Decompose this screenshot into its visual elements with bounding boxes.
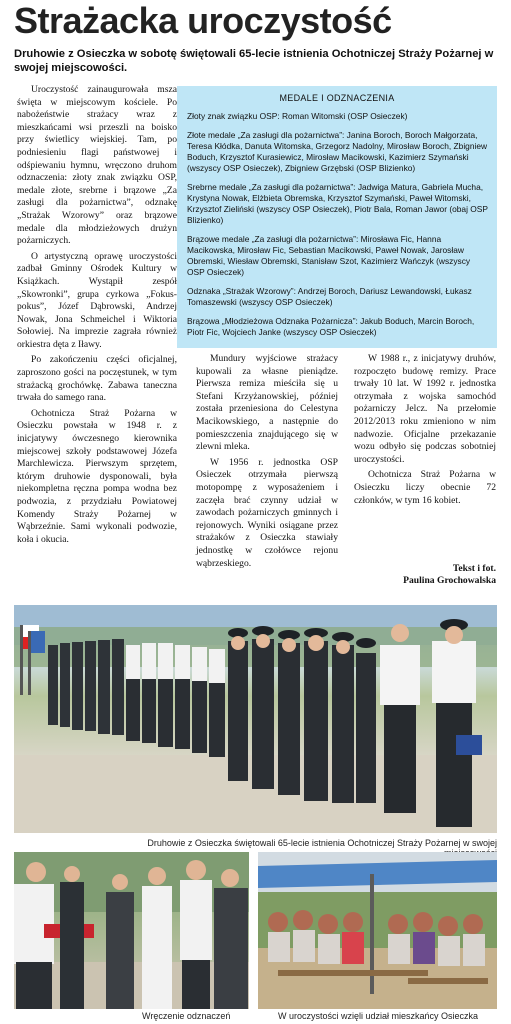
author-credit — [358, 563, 496, 587]
main-photo-firefighters — [14, 605, 497, 833]
paragraph: W 1956 r. jednostka OSP Osieczek otrzymała pierwszą motopompę z wyposażeniem i zaczęła brać czynny udział w zawodach pożarniczych gminnych i rejonowych. Wyniki osiągane przez strażaków z Osieczka stawiały jednostkę w czołówce rejonu wąbrzeskiego. — [196, 456, 338, 569]
firefighters-lineup-illustration — [14, 605, 497, 833]
left-photo-caption: Wręczenie odznaczeń — [142, 1011, 231, 1021]
awarding-illustration — [14, 852, 249, 1009]
lead-paragraph: Druhowie z Osieczka w sobotę świętowali 65-lecie istnienia Ochotniczej Straży Pożarnej w swojej miejscowości. — [14, 48, 494, 74]
sidebar-entry: Brązowa „Młodzieżowa Odznaka Pożarnicza”: Jakub Boduch, Marcin Boroch, Piotr Fic, Wojciech Janke (wszyscy OSP Osieczek) — [187, 316, 475, 337]
sidebar-entry: Odznaka „Strażak Wzorowy”: Andrzej Boroch, Dariusz Lewandowski, Łukasz Tomaszewski (wszyscy OSP Osieczek) — [187, 286, 472, 307]
paragraph: W 1988 r., z inicjatywy druhów, rozpoczęto budowę remizy. Prace trwały 10 lat. W 1992 r. jednostka otrzymała z wojska samochód pożarniczy Jelcz. Na przełomie 2012/2013 roku zmieniono w nim nadwozie. Oficjalne przekazanie wozu odbyło się podczas sobotniej uroczystości. — [354, 353, 496, 465]
article-column-3 — [354, 353, 496, 510]
headline: Strażacka uroczystość — [14, 0, 392, 41]
photo-residents — [258, 852, 497, 1009]
sidebar-entry: Złote medale „Za zasługi dla pożarnictwa”: Janina Boroch, Boroch Małgorzata, Teresa Kłódka, Danuta Witomska, Grzegorz Nadolny, Mirosław Boroch, Zbigniew Boduch, Krzysztof Kurasiewicz, Mirosław Macikowski, Kazimierz Szymański (wszyscy OSP Osieczek), Zbigniew Grzębski (OSP Blizienko) — [187, 130, 488, 173]
article-column-2 — [196, 353, 338, 573]
medals-sidebar-box — [177, 86, 497, 348]
credit-author: Paulina Grochowalska — [403, 575, 496, 586]
main-photo-caption: Druhowie z Osieczka świętowali 65-lecie istnienia Ochotniczej Straży Pożarnej w swojej — [147, 838, 497, 848]
sidebar-title: MEDALE I ODZNACZENIA — [279, 93, 395, 103]
paragraph: Po zakończeniu części oficjalnej, zaproszono gości na poczęstunek, w tym strażacką grochówkę. Zabawa taneczna trwała do samego rana. — [17, 354, 177, 404]
paragraph: Mundury wyjściowe strażacy kupowali za własne pieniądze. Pierwsza remiza mieściła się u Stefani Krzyżanowskiej, później została przeniesiona do Celestyna Macikowskiego, a następnie do pomieszczenia znajdującego się w zlewni mleka. — [196, 353, 338, 453]
paragraph: Ochotnicza Straż Pożarna w Osieczku powstała w 1948 r. z inicjatywy ówczesnego kierownika miejscowej szkoły podstawowej Józefa Marchlewicza. Pierwszym sprzętem, którym druhowie dysponowali, była niekompletna ręczna pompa wodna bez podwozia, z przydziału Powiatowej Komendy Straży Pożarnej w Wąbrzeźnie. Sami wykonali podwozie, koła i okucia. — [17, 407, 177, 545]
residents-illustration — [258, 852, 497, 1009]
photo-awarding-decorations — [14, 852, 249, 1009]
sidebar-entry: Złoty znak związku OSP: Roman Witomski (OSP Osieczek) — [187, 111, 408, 121]
right-photo-caption: W uroczystości wzięli udział mieszkańcy Osieczka — [278, 1011, 479, 1021]
sidebar-entry: Brązowe medale „Za zasługi dla pożarnictwa”: Mirosława Fic, Hanna Macikowska, Mirosław Fic, Sebastian Macikowski, Paweł Nowak, Jarosław Obremski, Wiesław Obremski, Stanisław Szot, Kazimierz Wańczyk (wszyscy OSP Osieczek) — [187, 234, 471, 277]
paragraph: Uroczystość zainaugurowała msza święta w miejscowym kościele. Po nabożeństwie strażacy wraz z mieszkańcami wsi przeszli na boisko przy świetlicy wiejskiej. Tam, po podniesieniu flagi państwowej i odśpiewaniu hymnu, wręczono druhom odznaczenia: złoty znak związku OSP, medale złote, srebrne i brązowe „Za zasługi dla pożarnictwa”, odznakę „Strażak Wzorowy” oraz brązowe medale dla młodzieżowych drużyn pożarniczych. — [17, 84, 177, 247]
paragraph: O artystyczną oprawę uroczystości zadbał Gminny Ośrodek Kultury w Książkach. Wystąpił zespół „Skowronki”, grupa cyrkowa „Fokus-pokus”, Józef Dąbrowski, Andrzej Nowak, Jona Schmeichel i Wiktoria Sołowiej. Na imprezie zagrała również orkiestra dęta z Iławy. — [17, 250, 177, 350]
paragraph: Ochotnicza Straż Pożarna w Osieczku liczy obecnie 72 członków, w tym 16 kobiet. — [354, 469, 496, 506]
article-column-1 — [17, 84, 177, 549]
sidebar-entry: Srebrne medale „Za zasługi dla pożarnictwa”: Jadwiga Matura, Gabriela Mucha, Krystyna Nowak, Elżbieta Obremska, Krzysztof Szymański, Paweł Witomski, Krzysztof Zieliński (wszyscy OSP Osieczek), Piotr Bala, Roman Jawor (obaj OSP Blizienko) — [187, 182, 488, 225]
credit-label: Tekst i fot. — [452, 563, 496, 574]
